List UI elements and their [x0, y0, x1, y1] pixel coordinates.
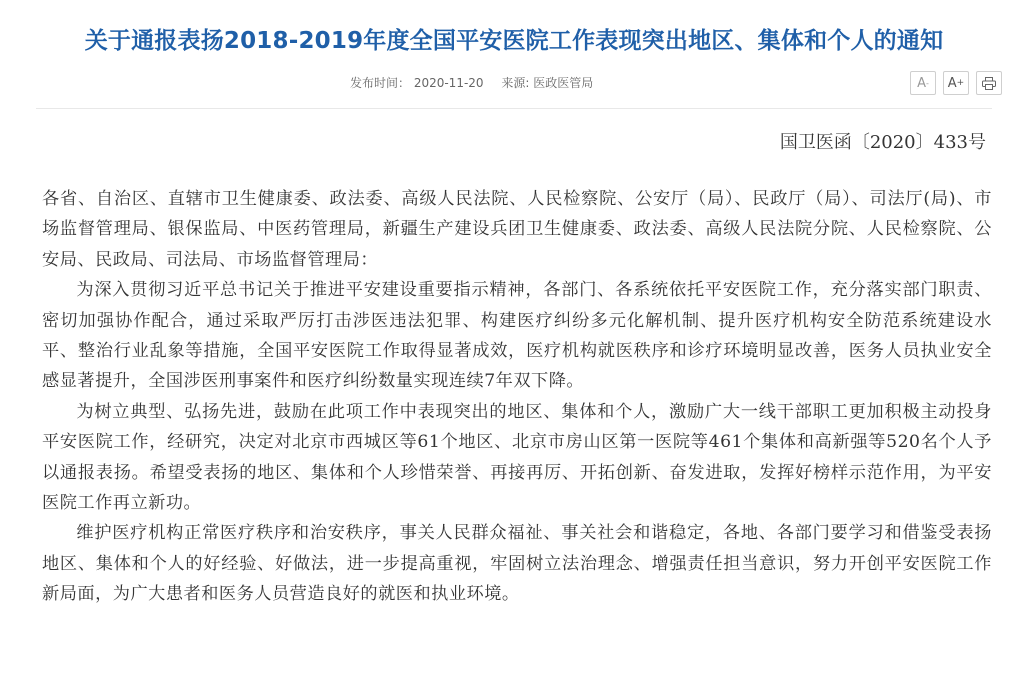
body-paragraph: 为树立典型、弘扬先进，鼓励在此项工作中表现突出的地区、集体和个人，激励广大一线干部职工更加积极主动投身平安医院工作，经研究，决定对北京市西城区等61个地区、北京市房山区第一医院等461个集体和高新强等520名个人予以通报表扬。希望受表扬的地区、集体和个人珍惜荣誉、再接再厉、开拓创新、奋发进取，发挥好榜样示范作用，为平安医院工作再立新功。: [42, 401, 992, 514]
article-title: 关于通报表扬2018-2019年度全国平安医院工作表现突出地区、集体和个人的通知: [84, 28, 944, 54]
publish-time: 发布时间： 2020-11-20: [350, 76, 484, 90]
font-larger-button[interactable]: A +: [943, 71, 969, 95]
font-smaller-icon: A: [917, 75, 926, 91]
document-body: [42, 184, 992, 610]
article-meta: [350, 74, 607, 91]
article-source: 来源: 医政医管局: [501, 76, 594, 90]
recipients-paragraph: 各省、自治区、直辖市卫生健康委、政法委、高级人民法院、人民检察院、公安厅（局）、民政厅（局）、司法厅(局)、市场监督管理局、银保监局、中医药管理局，新疆生产建设兵团卫生健康委、政法委、高级人民法院分院、人民检察院、公安局、民政局、司法局、市场监督管理局：: [42, 189, 992, 270]
print-button[interactable]: [976, 71, 1002, 95]
font-larger-icon: A: [947, 75, 957, 91]
body-paragraph: 为深入贯彻习近平总书记关于推进平安建设重要指示精神，各部门、各系统依托平安医院工作，充分落实部门职责、密切加强协作配合，通过采取严厉打击涉医违法犯罪、构建医疗纠纷多元化解机制、提升医疗机构安全防范系统建设水平、整治行业乱象等措施，全国平安医院工作取得显著成效，医疗机构就医秩序和诊疗环境明显改善，医务人员执业安全感显著提升，全国涉医刑事案件和医疗纠纷数量实现连续7年双下降。: [42, 280, 992, 392]
document-number: 国卫医函〔2020〕433号: [779, 132, 986, 153]
body-paragraph: 维护医疗机构正常医疗秩序和治安秩序，事关人民群众福祉、事关社会和谐稳定，各地、各部门要学习和借鉴受表扬地区、集体和个人的好经验、好做法，进一步提高重视，牢固树立法治理念、增强责任担当意识，努力开创平安医院工作新局面，为广大患者和医务人员营造良好的就医和执业环境。: [42, 523, 992, 605]
printer-icon: [982, 77, 996, 90]
article-toolbar: [910, 71, 1002, 95]
font-smaller-button[interactable]: A -: [910, 71, 936, 95]
header-divider: [36, 108, 992, 109]
